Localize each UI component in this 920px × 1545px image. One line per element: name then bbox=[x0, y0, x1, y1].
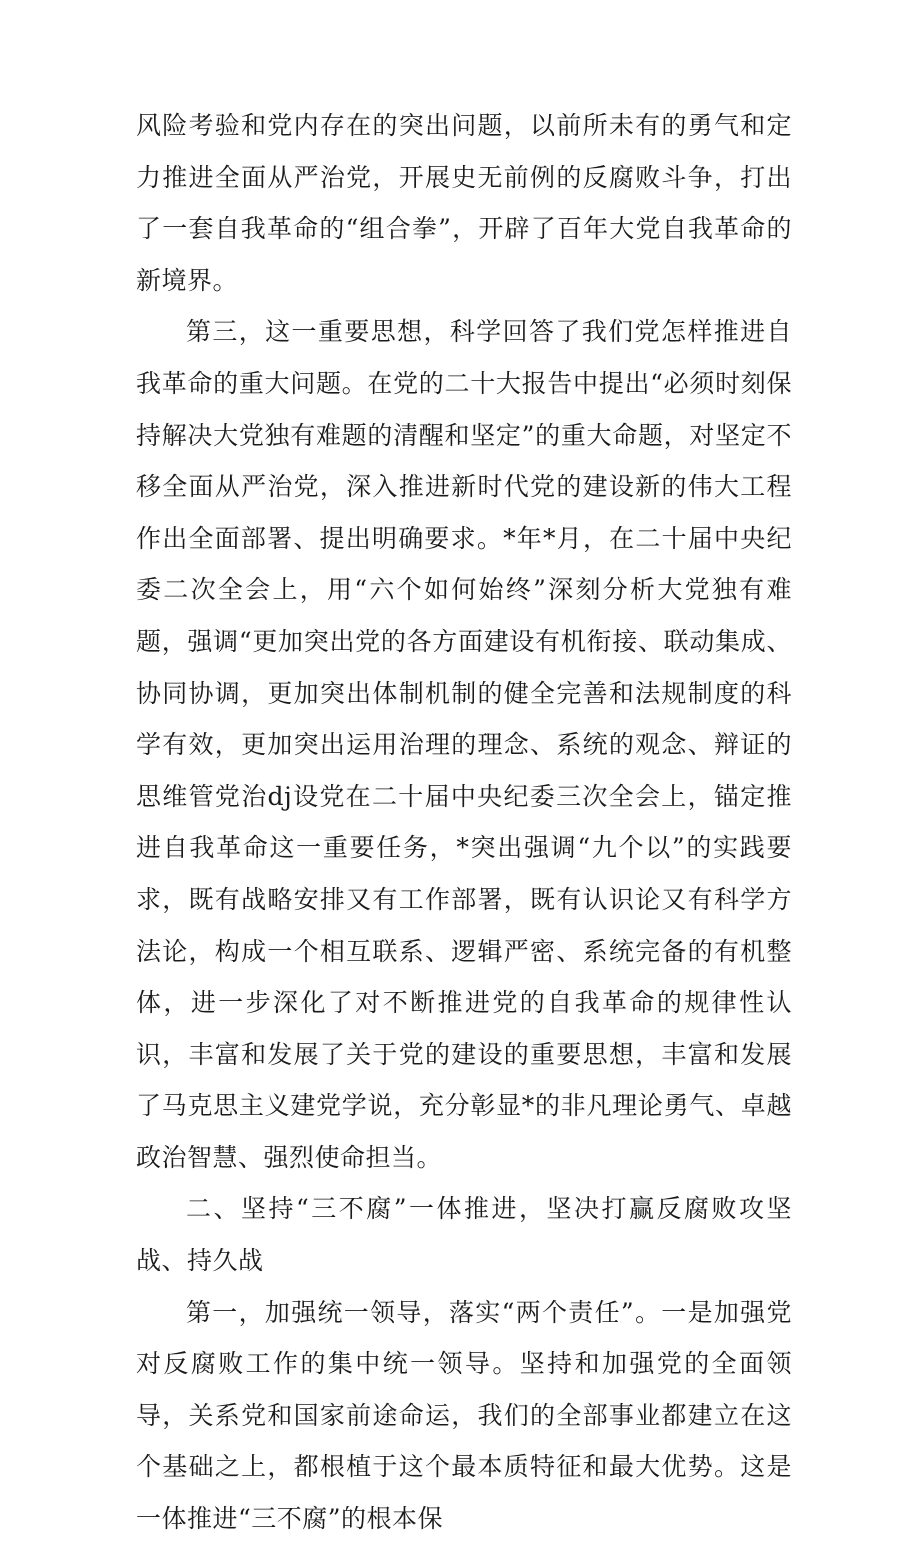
paragraph-first-point: 第一，加强统一领导，落实“两个责任”。一是加强党对反腐败工作的集中统一领导。坚持和加强党的全面领导，关系党和国家前途命运，我们的全部事业都建立在这个基础之上，都根植于这个最本质特征和最大优势。这是一体推进“三不腐”的根本保 bbox=[136, 1297, 792, 1534]
section-heading-two: 二、坚持“三不腐”一体推进，坚决打赢反腐败攻坚战、持久战 bbox=[136, 1194, 792, 1276]
paragraph-third-point: 第三，这一重要思想，科学回答了我们党怎样推进自我革命的重大问题。在党的二十大报告中提出“必须时刻保持解决大党独有难题的清醒和坚定”的重大命题，对坚定不移全面从严治党，深入推进新时代党的建设新的伟大工程作出全面部署、提出明确要求。*年*月，在二十届中央纪委二次全会上，用“六个如何始终”深刻分析大党独有难题，强调“更加突出党的各方面建设有机衔接、联动集成、协同协调，更加突出体制机制的健全完善和法规制度的科学有效，更加突出运用治理的理念、系统的观念、辩证的思维管党治dj设党在二十届中央纪委三次全会上，锚定推进自我革命这一重要任务，*突出强调“九个以”的实践要求，既有战略安排又有工作部署，既有认识论又有科学方法论，构成一个相互联系、逻辑严密、系统完备的有机整体，进一步深化了对不断推进党的自我革命的规律性认识，丰富和发展了关于党的建设的重要思想，丰富和发展了马克思主义建党学说，充分彰显*的非凡理论勇气、卓越政治智慧、强烈使命担当。 bbox=[136, 317, 792, 1172]
paragraph-continuation: 风险考验和党内存在的突出问题，以前所未有的勇气和定力推进全面从严治党，开展史无前例的反腐败斗争，打出了一套自我革命的“组合拳”，开辟了百年大党自我革命的新境界。 bbox=[136, 111, 792, 295]
document-body bbox=[136, 100, 792, 1545]
